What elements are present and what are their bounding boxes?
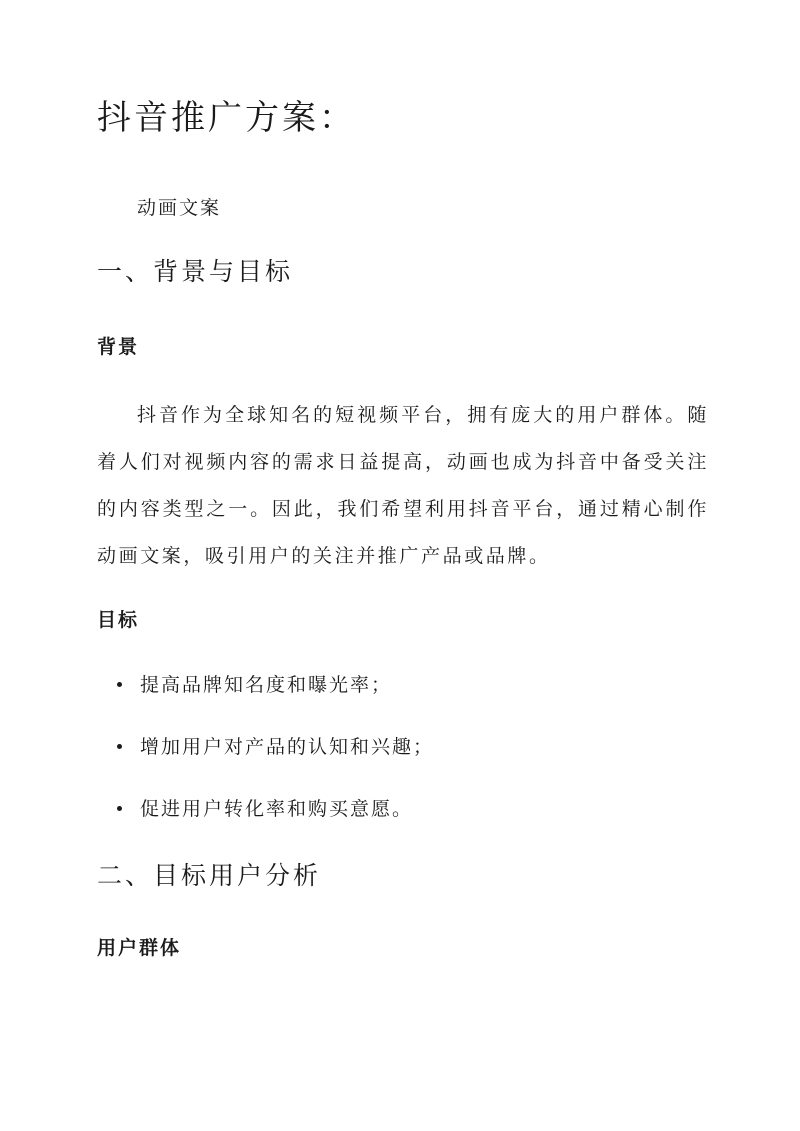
goal-item-text: 促进用户转化率和购买意愿。 xyxy=(140,798,414,820)
section-heading-background-goals: 一、背景与目标 xyxy=(97,257,294,286)
list-item xyxy=(117,671,392,699)
section-heading-target-users: 二、目标用户分析 xyxy=(97,861,322,890)
bullet-icon xyxy=(117,744,122,749)
background-paragraph: 抖音作为全球知名的短视频平台，拥有庞大的用户群体。随着人们对视频内容的需求日益提高，动画也成为抖音中备受关注的内容类型之一。因此，我们希望利用抖音平台，通过精心制作动画文案，吸引用户的关注并推广产品或品牌。 xyxy=(97,404,709,567)
goal-item-text: 提高品牌知名度和曝光率； xyxy=(140,674,393,696)
subheading-user-group: 用户群体 xyxy=(97,937,182,959)
subheading-background: 背景 xyxy=(97,336,140,358)
subheading-goals: 目标 xyxy=(97,609,140,631)
goal-item-text: 增加用户对产品的认知和兴趣； xyxy=(140,736,435,758)
document-subtitle: 动画文案 xyxy=(137,197,222,219)
list-item xyxy=(117,795,413,823)
document-title: 抖音推广方案： xyxy=(97,98,356,138)
list-item xyxy=(117,733,434,761)
bullet-icon xyxy=(117,682,122,687)
bullet-icon xyxy=(117,806,122,811)
